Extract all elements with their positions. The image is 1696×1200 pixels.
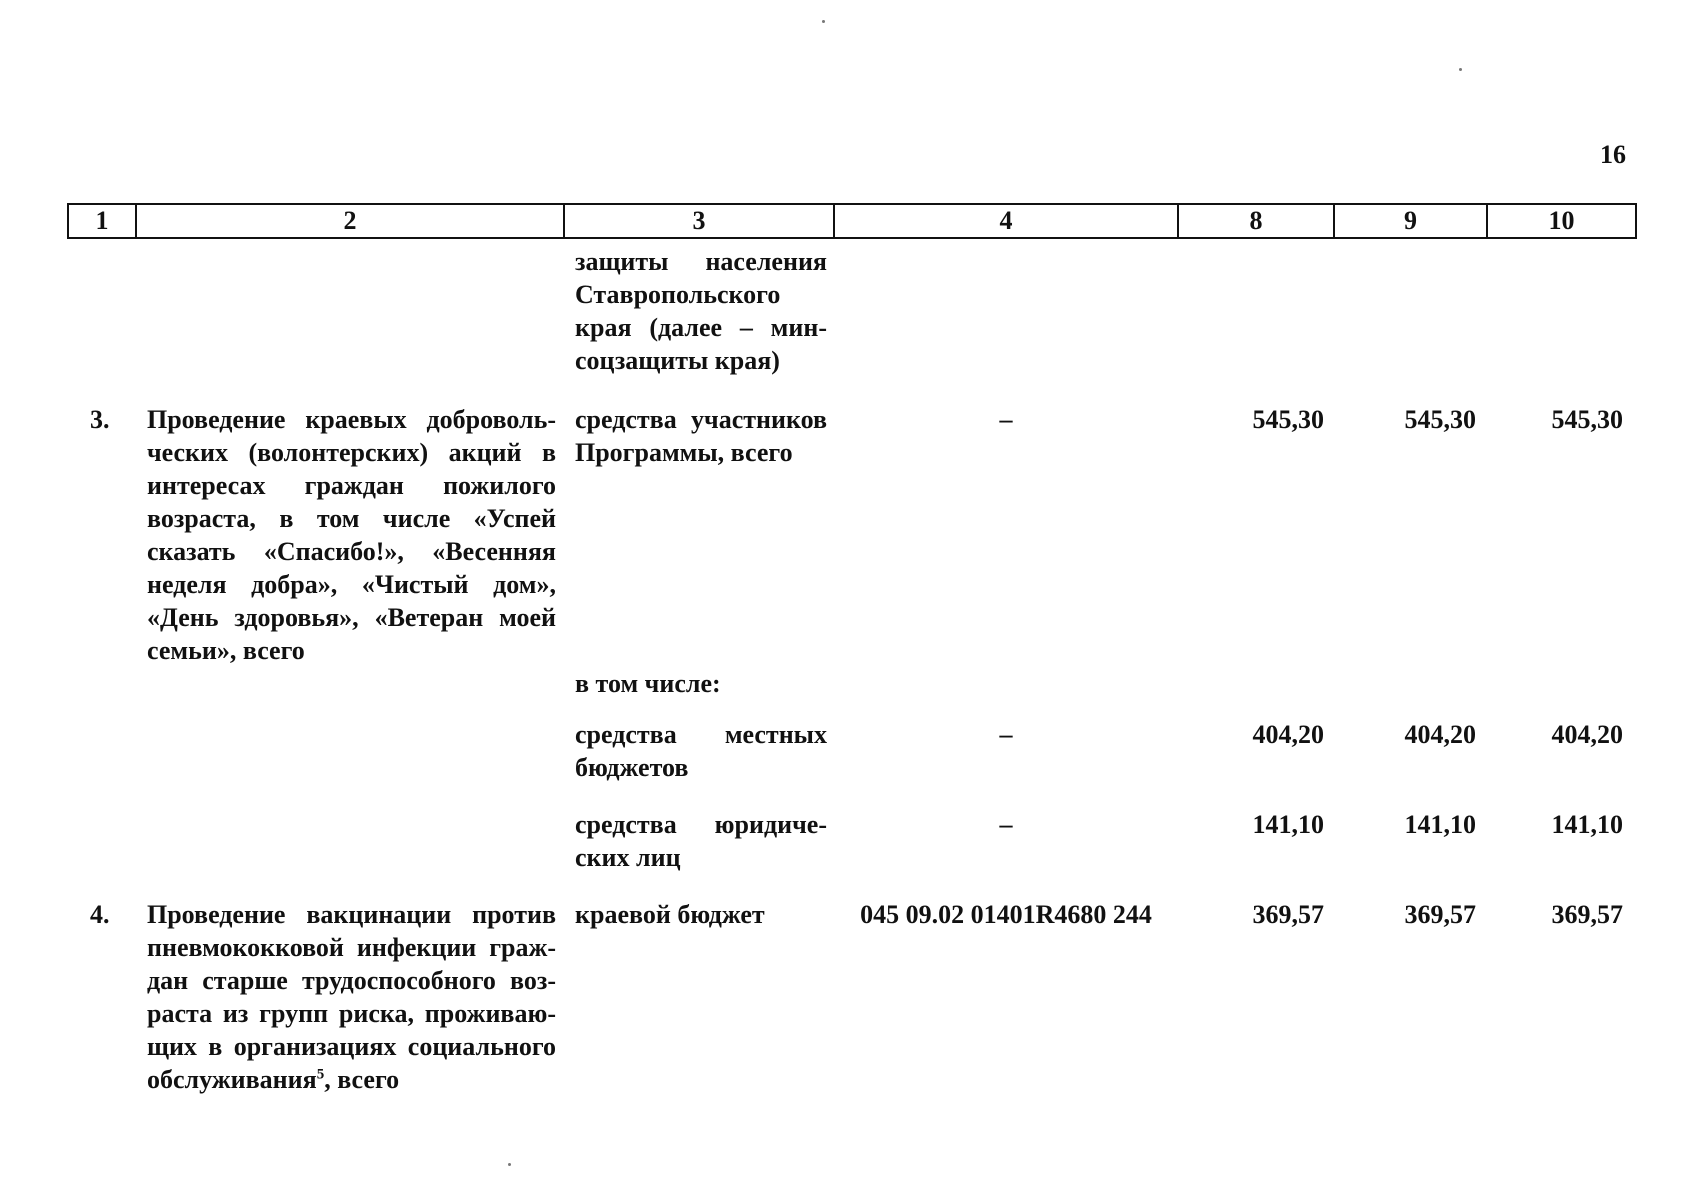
table-header (67, 203, 1637, 239)
row-source: в том числе: (575, 669, 721, 698)
row-value-col9: 545,30 (1404, 405, 1476, 434)
row-code: – (999, 720, 1013, 749)
scan-speck (508, 1163, 511, 1166)
scan-speck (822, 20, 825, 23)
continuation-word-1: защиты (575, 247, 669, 276)
row-description (147, 898, 556, 1096)
scan-speck (1459, 68, 1462, 71)
column-header-8: 8 (1178, 204, 1334, 238)
row-source: краевой бюджет (575, 900, 765, 929)
row-value-col9: 369,57 (1404, 900, 1476, 929)
row-value-col10: 141,10 (1551, 810, 1623, 839)
column-header-1: 1 (68, 204, 136, 238)
row-value-col8: 369,57 (1252, 900, 1324, 929)
row-number: 3. (90, 405, 110, 434)
row-value-col9: 404,20 (1404, 720, 1476, 749)
row-value-col8: 404,20 (1252, 720, 1324, 749)
row-value-col10: 404,20 (1551, 720, 1623, 749)
header-row (68, 204, 1636, 238)
row-value-col10: 545,30 (1551, 405, 1623, 434)
row-description-tail: , всего (324, 1065, 400, 1094)
row-code: – (999, 405, 1013, 434)
column-header-9: 9 (1334, 204, 1487, 238)
continuation-word-2: населения (705, 247, 827, 276)
row-source: средства юридиче-ских лиц (575, 810, 827, 872)
row-code: 045 09.02 01401R4680 244 (860, 900, 1152, 929)
continuation-rest: Ставропольского края (далее – мин-соцзащиты края) (575, 280, 827, 375)
row-source: средства местных бюджетов (575, 720, 827, 782)
row-source: средства участников Программы, всего (575, 405, 827, 467)
continuation-text (575, 245, 827, 377)
row-number: 4. (90, 900, 110, 929)
row-description-text: Проведение вакцинации против пневмококковой инфекции граж-дан старше трудоспособного воз-раста из групп риска, проживаю-щих в организациях социального обслуживания (147, 900, 556, 1094)
row-value-col9: 141,10 (1404, 810, 1476, 839)
row-description: Проведение краевых доброволь-ческих (волонтерских) акций в интересах граждан пожилого возраста, в том числе «Успей сказать «Спасибо!», «Весенняя неделя добра», «Чистый дом», «День здоровья», «Ветеран моей семьи», всего (147, 405, 556, 665)
column-header-2: 2 (136, 204, 564, 238)
column-header-4: 4 (834, 204, 1178, 238)
page-number: 16 (1600, 140, 1626, 169)
row-value-col10: 369,57 (1551, 900, 1623, 929)
footnote-marker: 5 (316, 1066, 325, 1083)
row-value-col8: 141,10 (1252, 810, 1324, 839)
column-header-3: 3 (564, 204, 834, 238)
column-header-10: 10 (1487, 204, 1636, 238)
row-code: – (999, 810, 1013, 839)
row-value-col8: 545,30 (1252, 405, 1324, 434)
